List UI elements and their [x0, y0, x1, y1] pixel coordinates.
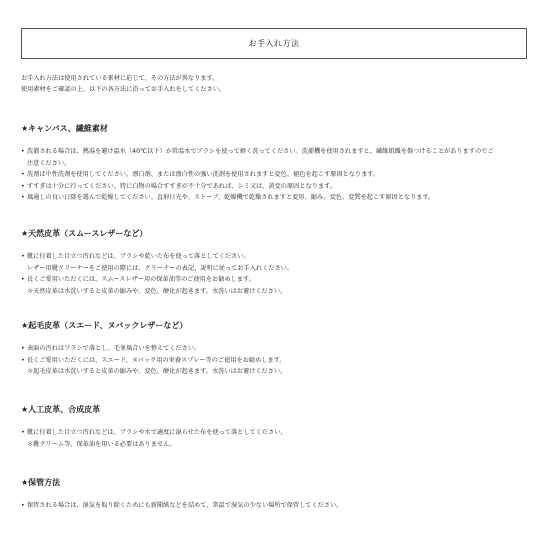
care-list — [21, 251, 536, 297]
section-heading: ★保管方法 — [21, 478, 61, 487]
list-item — [21, 251, 536, 274]
bullet-icon: • — [21, 148, 25, 155]
section-heading: ★天然皮革（スムースレザーなど） — [21, 229, 148, 238]
bullet-icon: • — [21, 171, 25, 179]
item-note: ＊靴クリーム等、保革油を用いる必要はありません。 — [27, 440, 176, 448]
bullet-icon: • — [21, 429, 25, 436]
item-text: 靴に付着した目立つ汚れなどは、ブラシや水で適度に湿らせた布を使って落としてください。 — [27, 429, 287, 436]
list-item — [21, 169, 536, 181]
item-text: 洗剤は中性洗剤を使用してください。漂白剤、または漂白性の強い洗剤を使用されますと変色、褪色を起こす原因となります。 — [27, 171, 380, 179]
list-item — [21, 427, 536, 450]
list-item — [21, 192, 536, 204]
item-text: 長くご愛用いただくには、スエード、ヌバック用の栄養スプレー等のご使用をお勧めします。 — [27, 356, 286, 364]
bullet-icon: • — [21, 345, 25, 352]
item-note: ＊起毛皮革は水洗いすると皮革の縮みや、変色、硬化が起きます。水洗いはお避けください。 — [27, 368, 287, 376]
section-suede-nubuck — [21, 321, 536, 378]
intro-line: お手入れ方法は使用されている素材に応じて、その方法が異なります。 — [21, 75, 219, 82]
item-text: 保管される場合は、湿気を取り除くためにも新聞紙などを詰めて、常温で湿気の少ない場所で保管してください。 — [27, 502, 343, 509]
care-list — [21, 343, 536, 378]
bullet-icon: • — [21, 356, 25, 364]
section-heading: ★起毛皮革（スエード、ヌバックレザーなど） — [21, 321, 188, 330]
bullet-icon: • — [21, 253, 25, 260]
bullet-icon: • — [21, 502, 25, 509]
bullet-icon: • — [21, 194, 25, 202]
care-list — [21, 146, 536, 204]
care-list — [21, 427, 536, 450]
item-text: 靴に付着した目立つ汚れなどは、ブラシや乾いた布を使って落としてください。 — [27, 253, 250, 260]
bullet-icon: • — [21, 276, 25, 284]
section-heading: ★人工皮革、合成皮革 — [21, 405, 101, 414]
item-text: 注意ください。 — [27, 159, 71, 167]
intro-text — [21, 73, 531, 95]
item-text: レザー用靴クリーナーをご使用の際には、クリーナーの表記、説明に従ってお手入れください。 — [27, 264, 294, 272]
list-item — [21, 274, 536, 297]
page-title-box — [21, 28, 527, 59]
item-text: 表面の汚れはブラシで落とし、毛並風合いを整えてください。 — [27, 345, 201, 352]
list-item — [21, 355, 536, 378]
page-title: お手入れ方法 — [248, 39, 300, 48]
item-text: 洗濯される場合は、熱湯を避け温水（40℃以下）か常温水でブラシを使って軽く洗ってください。洗濯機を使用されますと、繊維組織を傷つけることがありますのでご — [27, 148, 494, 155]
list-item — [21, 181, 536, 193]
section-smooth-leather — [21, 229, 536, 297]
item-text: 長くご愛用いただくには、スムースレザー用の保革油等のご使用をお勧めします。 — [27, 276, 255, 284]
section-storage — [21, 478, 536, 512]
bullet-icon: • — [21, 182, 25, 190]
list-item — [21, 343, 536, 355]
item-text: 風通しの良い日陰を選んで乾燥してください。直射日光や、ストーブ、乾燥機で乾燥されますと変形、縮み、変色、変質を起こす原因となります。 — [27, 194, 435, 202]
section-heading: ★キャンバス、繊維素材 — [21, 124, 108, 133]
list-item — [21, 146, 536, 169]
item-text: すすぎは十分に行ってください。特に白物の場合すすぎが不十分であれば、シミ又は、黄変の原因となります。 — [27, 182, 336, 190]
section-synthetic-leather — [21, 405, 536, 450]
list-item — [21, 500, 536, 512]
care-list — [21, 500, 536, 512]
section-canvas-fabric — [21, 124, 536, 204]
item-note: ＊天然皮革は水洗いすると皮革の縮みや、変色、硬化が起きます。水洗いはお避けください。 — [27, 287, 287, 295]
intro-line: 使用素材をご確認の上、以下の各方法に沿ってお手入れをしてください。 — [21, 86, 226, 93]
